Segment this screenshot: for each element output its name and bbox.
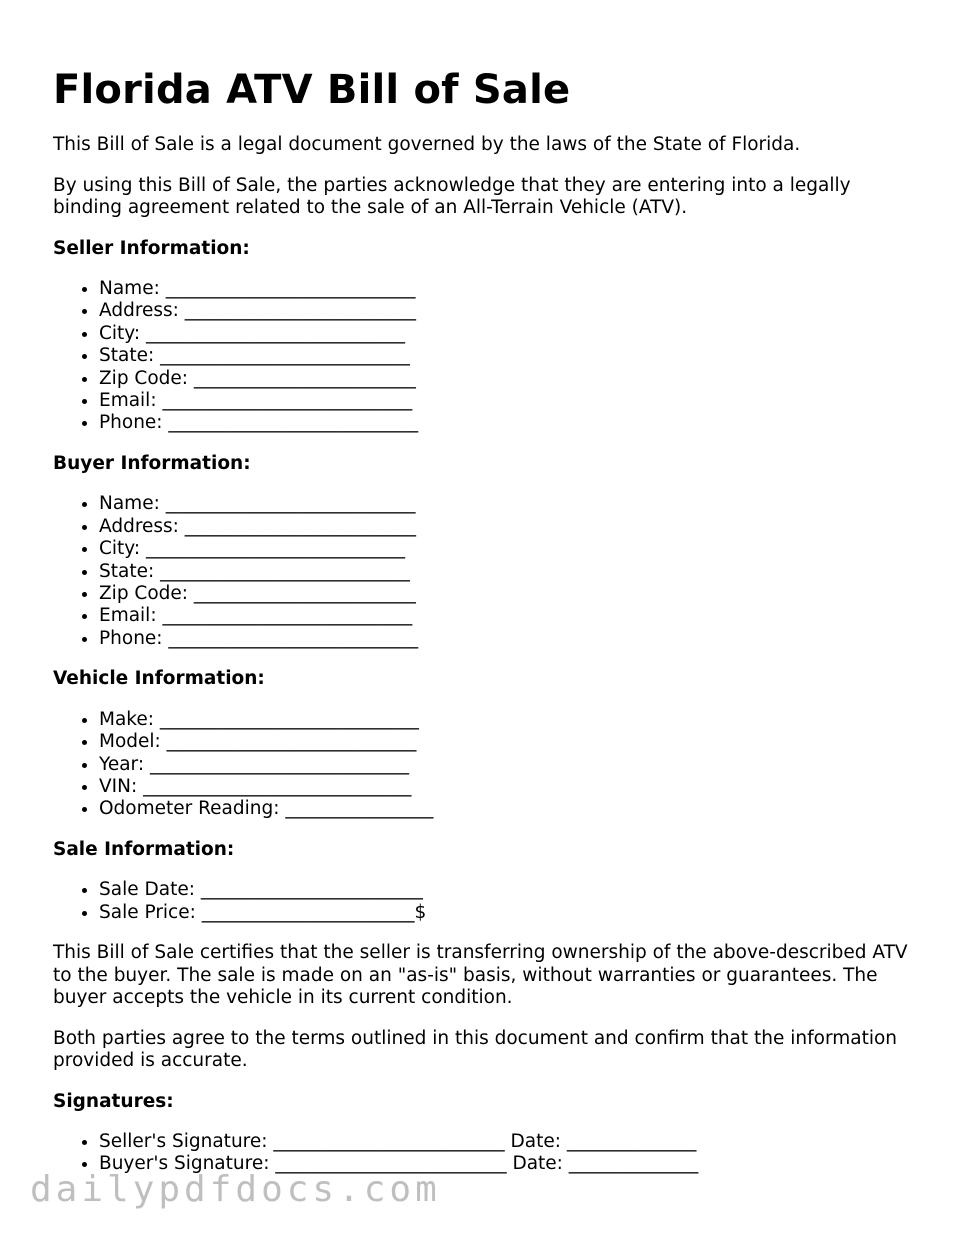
vehicle-year-field: • Year: ____________________________ bbox=[99, 754, 913, 776]
buyer-phone-field: • Phone: ___________________________ bbox=[99, 628, 913, 650]
seller-zip-code-field: • Zip Code: ________________________ bbox=[99, 368, 913, 390]
agreement-paragraph: Both parties agree to the terms outlined in this document and confirm that the information provided is accurate. bbox=[53, 1027, 898, 1072]
buyer-address-field: • Address: _________________________ bbox=[99, 516, 913, 538]
seller-address-field: • Address: _________________________ bbox=[99, 300, 913, 322]
vehicle-model-field: • Model: ___________________________ bbox=[99, 731, 913, 753]
buyer-state-field: • State: ___________________________ bbox=[99, 561, 913, 583]
seller-email-field: • Email: ___________________________ bbox=[99, 390, 913, 412]
seller-city-field: • City: ____________________________ bbox=[99, 323, 913, 345]
sale-information-list bbox=[53, 879, 913, 924]
sale-date-field: • Sale Date: ________________________ bbox=[99, 879, 913, 901]
certification-paragraph: This Bill of Sale certifies that the seller is transferring ownership of the above-described ATV to the buyer. The sale is made on an "as-is" basis, without warranties or guarantees. The buyer accepts the vehicle in its current condition. bbox=[53, 942, 908, 1009]
buyer-information-list bbox=[53, 493, 913, 650]
buyer-information-heading: Buyer Information: bbox=[53, 452, 251, 474]
buyer-zip-code-field: • Zip Code: ________________________ bbox=[99, 583, 913, 605]
seller-state-field: • State: ___________________________ bbox=[99, 345, 913, 367]
seller-information-heading: Seller Information: bbox=[53, 237, 250, 259]
vehicle-odometer-field: • Odometer Reading: ________________ bbox=[99, 798, 913, 820]
seller-information-list bbox=[53, 278, 913, 435]
seller-phone-field: • Phone: ___________________________ bbox=[99, 412, 913, 434]
signatures-list bbox=[53, 1131, 913, 1176]
sale-price-field: • Sale Price: _______________________$ bbox=[99, 902, 913, 924]
vehicle-make-field: • Make: ____________________________ bbox=[99, 709, 913, 731]
buyer-email-field: • Email: ___________________________ bbox=[99, 605, 913, 627]
buyer-name-field: • Name: ___________________________ bbox=[99, 493, 913, 515]
vehicle-information-heading: Vehicle Information: bbox=[53, 668, 265, 690]
vehicle-information-list bbox=[53, 709, 913, 821]
buyer-signature-line: • Buyer's Signature: _________________________ Date: ______________ bbox=[99, 1153, 913, 1175]
seller-name-field: • Name: ___________________________ bbox=[99, 278, 913, 300]
watermark-text: dailypdfdocs.com bbox=[30, 1169, 441, 1210]
vehicle-vin-field: • VIN: _____________________________ bbox=[99, 776, 913, 798]
sale-information-heading: Sale Information: bbox=[53, 838, 235, 860]
document-title: Florida ATV Bill of Sale bbox=[53, 67, 571, 113]
intro-paragraph-governing-law: This Bill of Sale is a legal document governed by the laws of the State of Florida. bbox=[53, 134, 801, 155]
seller-signature-line: • Seller's Signature: _________________________ Date: ______________ bbox=[99, 1131, 913, 1153]
buyer-city-field: • City: ____________________________ bbox=[99, 538, 913, 560]
document-page bbox=[53, 66, 913, 1194]
signatures-heading: Signatures: bbox=[53, 1090, 174, 1112]
intro-paragraph-acknowledgement: By using this Bill of Sale, the parties acknowledge that they are entering into a legally binding agreement related to the sale of an All-Terrain Vehicle (ATV). bbox=[53, 174, 851, 218]
